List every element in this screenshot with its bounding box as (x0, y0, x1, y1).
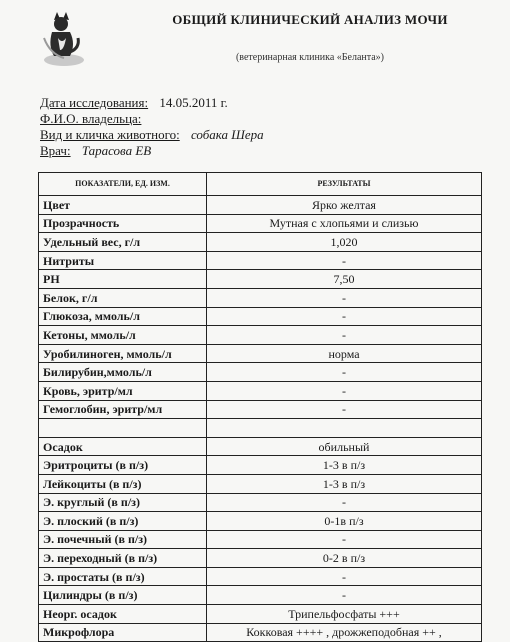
table-row (39, 270, 482, 289)
column-header-parameter: ПОКАЗАТЕЛИ, ЕД. ИЗМ. (39, 173, 207, 196)
page-subtitle: (ветеринарная клиника «Беланта») (235, 52, 385, 63)
result-cell: 0-1в п/з (207, 512, 482, 531)
table-row (39, 251, 482, 270)
result-cell: 1,020 (207, 233, 482, 252)
table-row (39, 586, 482, 605)
parameter-cell: Билирубин,ммоль/л (39, 363, 207, 382)
parameter-cell: Кетоны, ммоль/л (39, 326, 207, 345)
table-row (39, 623, 482, 642)
table-row (39, 196, 482, 215)
result-cell: норма (207, 344, 482, 363)
table-row (39, 512, 482, 531)
table-row (39, 233, 482, 252)
table-row (39, 381, 482, 400)
parameter-cell: Глюкоза, ммоль/л (39, 307, 207, 326)
table-row (39, 549, 482, 568)
result-cell: - (207, 363, 482, 382)
date-label: Дата исследования: (40, 95, 149, 110)
parameter-cell: Э. простаты (в п/з) (39, 567, 207, 586)
info-owner-row (40, 111, 141, 127)
result-cell: Мутная с хлопьями и слизью (207, 214, 482, 233)
animal-label: Вид и кличка животного: (40, 127, 180, 142)
table-row (39, 530, 482, 549)
info-animal-row (40, 127, 264, 143)
parameter-cell: Э. почечный (в п/з) (39, 530, 207, 549)
table-row (39, 474, 482, 493)
result-cell: 1-3 в п/з (207, 474, 482, 493)
parameter-cell: Лейкоциты (в п/з) (39, 474, 207, 493)
result-cell: Ярко желтая (207, 196, 482, 215)
info-doctor-row (40, 143, 151, 159)
date-value: 14.05.2011 г. (159, 95, 228, 110)
table-row (39, 605, 482, 624)
result-cell: 7,50 (207, 270, 482, 289)
table-row (39, 363, 482, 382)
owner-label: Ф.И.О. владельца: (40, 111, 142, 126)
result-cell: - (207, 586, 482, 605)
parameter-cell: Гемоглобин, эритр/мл (39, 400, 207, 419)
table-row (39, 493, 482, 512)
page-title: ОБЩИЙ КЛИНИЧЕСКИЙ АНАЛИЗ МОЧИ (172, 12, 448, 27)
parameter-cell: Э. круглый (в п/з) (39, 493, 207, 512)
parameter-cell: Цилиндры (в п/з) (39, 586, 207, 605)
result-cell: 1-3 в п/з (207, 456, 482, 475)
table-row (39, 456, 482, 475)
table-row (39, 437, 482, 456)
table-row (39, 400, 482, 419)
parameter-cell: Э. переходный (в п/з) (39, 549, 207, 568)
result-cell: Кокковая ++++ , дрожжеподобная ++ , (207, 623, 482, 642)
table-row (39, 307, 482, 326)
result-cell: обильный (207, 437, 482, 456)
parameter-cell: Удельный вес, г/л (39, 233, 207, 252)
result-cell: - (207, 381, 482, 400)
table-row (39, 288, 482, 307)
clinic-logo-icon (40, 8, 88, 72)
table-header-row (39, 173, 482, 196)
table-row (39, 326, 482, 345)
result-cell: - (207, 251, 482, 270)
parameter-cell: Микрофлора (39, 623, 207, 642)
column-header-result: РЕЗУЛЬТАТЫ (207, 173, 482, 196)
parameter-cell: Прозрачность (39, 214, 207, 233)
table-row (39, 419, 482, 438)
result-cell: - (207, 288, 482, 307)
parameter-cell: Неорг. осадок (39, 605, 207, 624)
parameter-cell (39, 419, 207, 438)
result-cell: Трипельфосфаты +++ (207, 605, 482, 624)
result-cell: - (207, 326, 482, 345)
doctor-label: Врач: (40, 143, 71, 158)
result-cell: - (207, 400, 482, 419)
parameter-cell: Э. плоский (в п/з) (39, 512, 207, 531)
result-cell: - (207, 567, 482, 586)
table-row (39, 567, 482, 586)
parameter-cell: Уробилиноген, ммоль/л (39, 344, 207, 363)
info-date-row (40, 95, 228, 111)
parameter-cell: Осадок (39, 437, 207, 456)
result-cell: - (207, 530, 482, 549)
parameter-cell: PH (39, 270, 207, 289)
result-cell: - (207, 493, 482, 512)
parameter-cell: Эритроциты (в п/з) (39, 456, 207, 475)
doctor-value: Тарасова ЕВ (81, 143, 152, 158)
parameter-cell: Белок, г/л (39, 288, 207, 307)
parameter-cell: Нитриты (39, 251, 207, 270)
results-table (38, 172, 482, 642)
result-cell: 0-2 в п/з (207, 549, 482, 568)
parameter-cell: Кровь, эритр/мл (39, 381, 207, 400)
result-cell (207, 419, 482, 438)
parameter-cell: Цвет (39, 196, 207, 215)
table-row (39, 214, 482, 233)
result-cell: - (207, 307, 482, 326)
table-row (39, 344, 482, 363)
animal-value: собака Шера (190, 127, 264, 142)
